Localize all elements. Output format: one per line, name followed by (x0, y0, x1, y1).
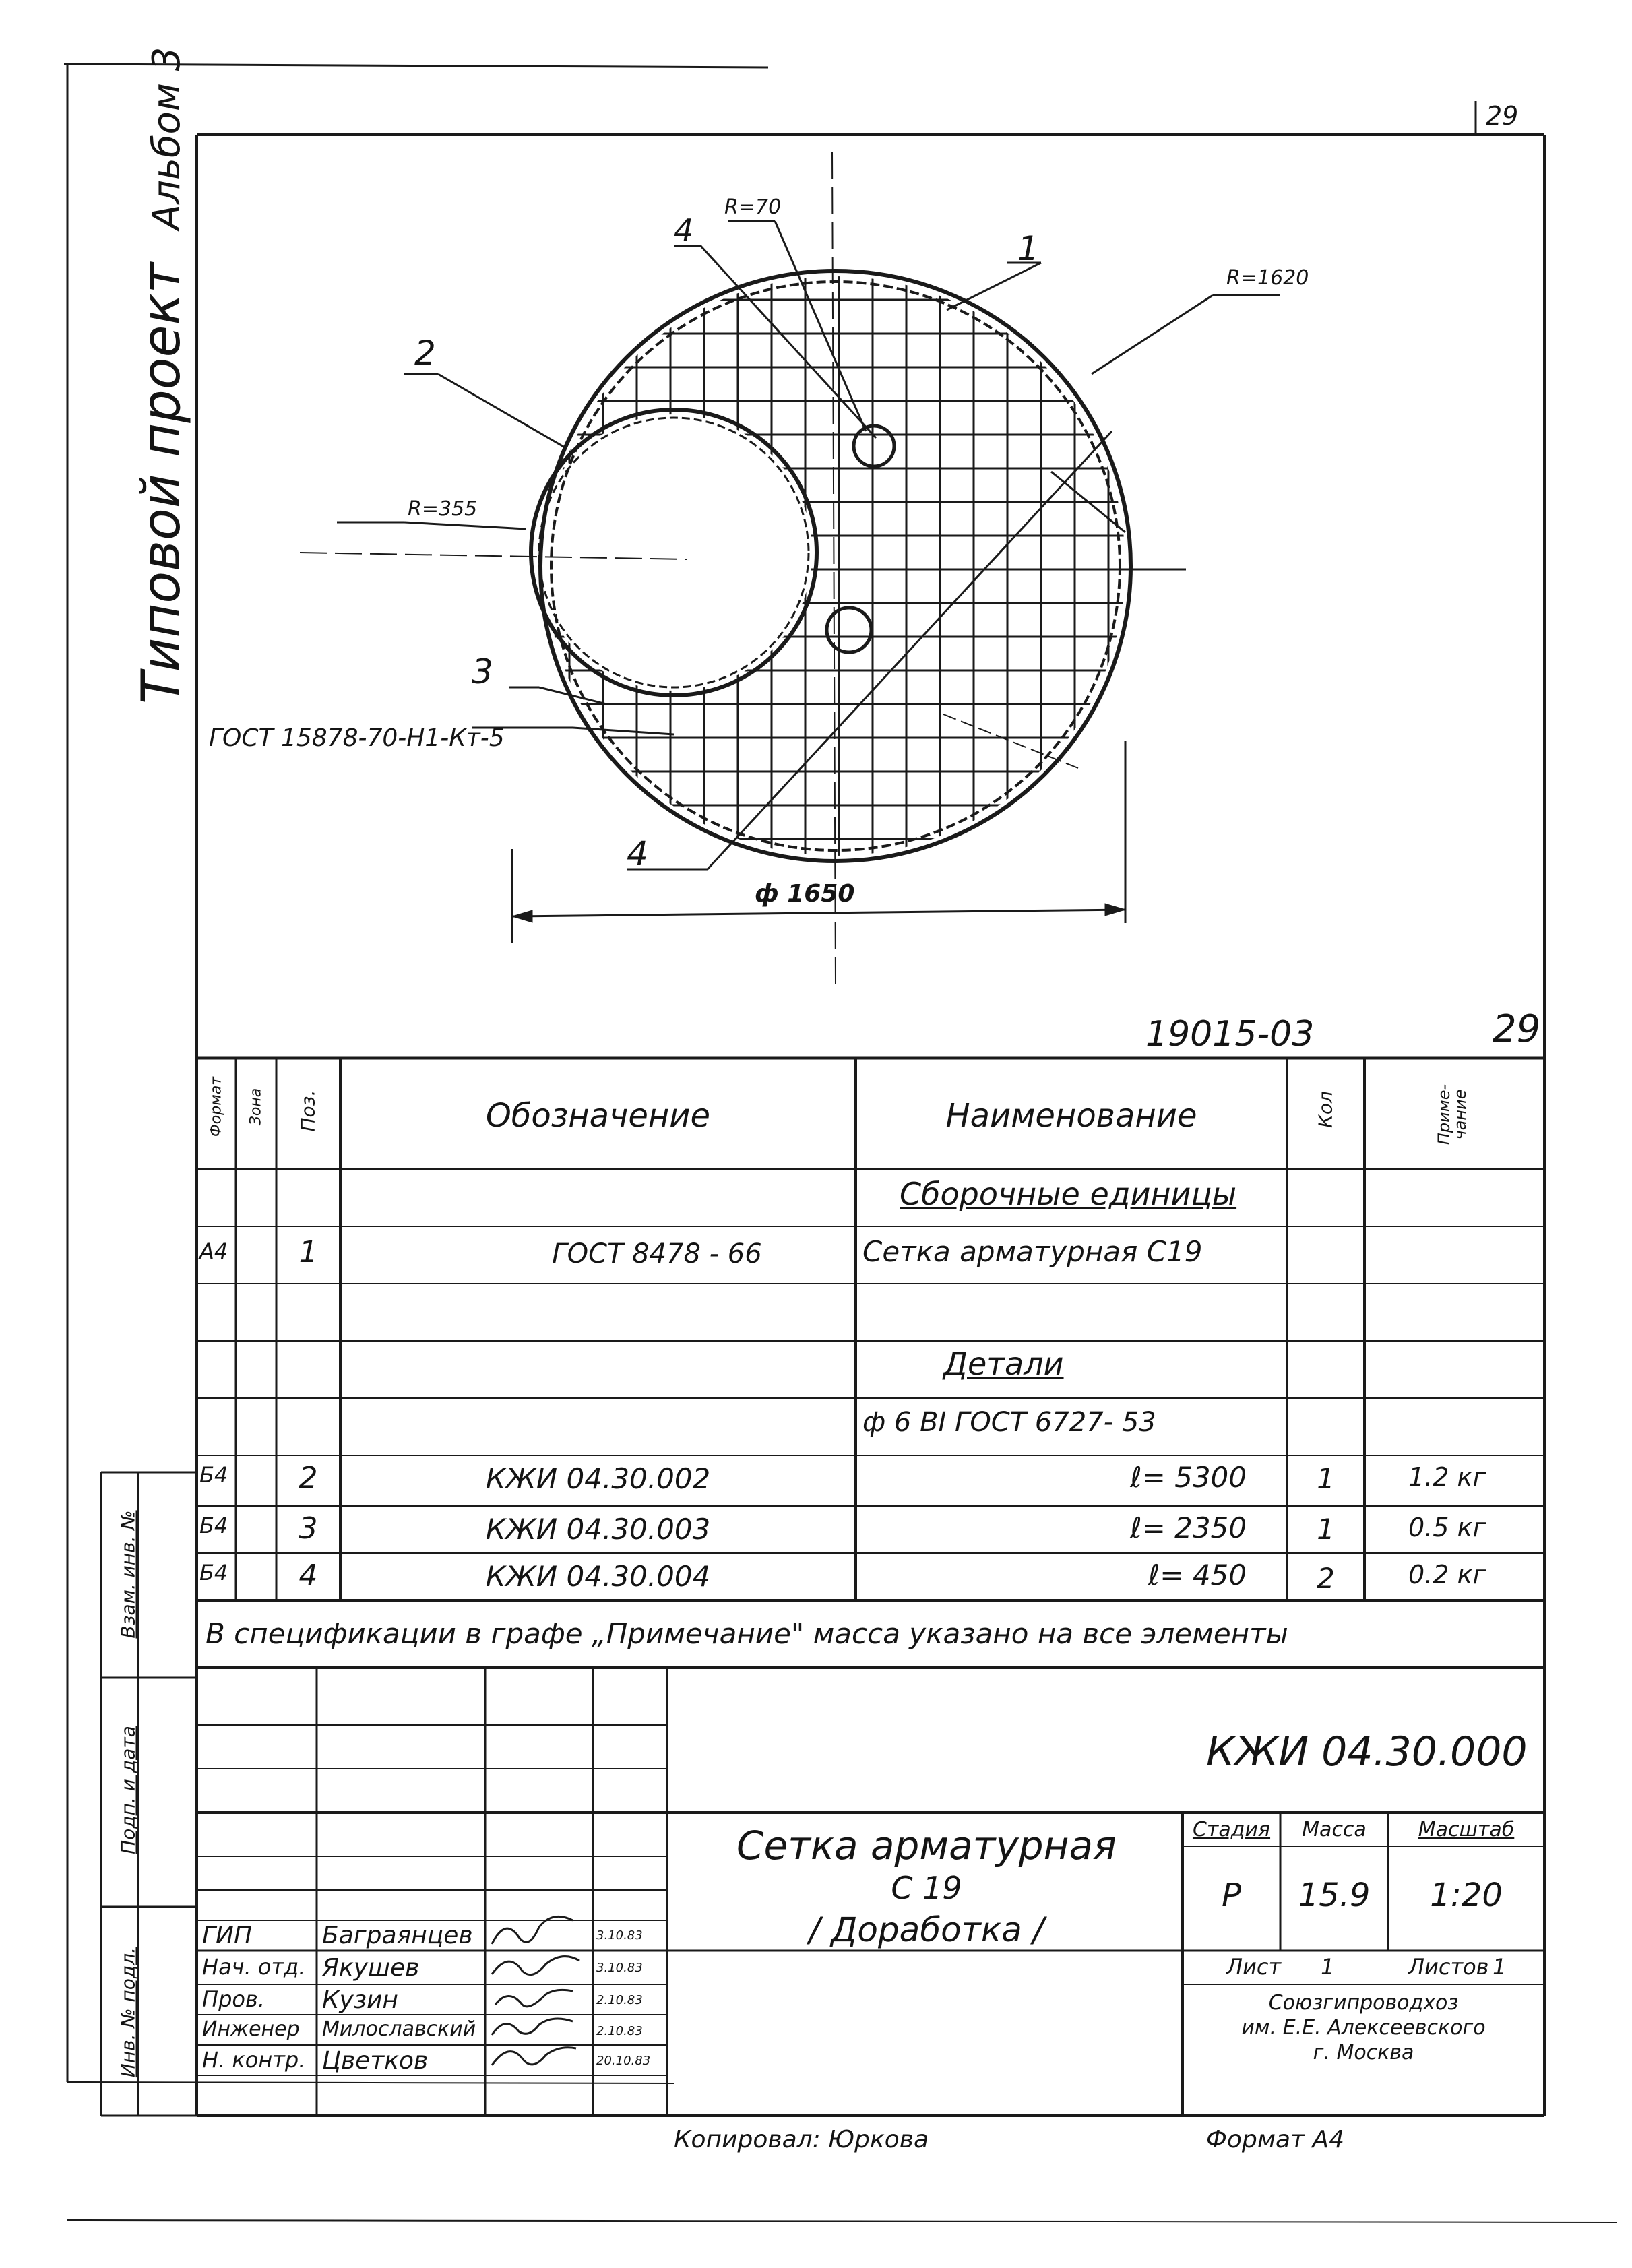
sig-name-2: Кузин (322, 1986, 398, 2014)
row4-format: Б4 (199, 1560, 228, 1585)
row3-length: ℓ= 2350 (1130, 1511, 1247, 1544)
sig-date-2: 2.10.83 (596, 1993, 643, 2007)
row3-note: 0.5 кг (1408, 1513, 1486, 1542)
row2-designation: КЖИ 04.30.002 (485, 1462, 711, 1495)
section-details: Детали (943, 1346, 1064, 1382)
sig-role-4: Н. контр. (202, 2047, 306, 2073)
label-pos-4-bottom: 4 (627, 834, 648, 873)
row4-designation: КЖИ 04.30.004 (485, 1560, 711, 1593)
row4-pos: 4 (299, 1558, 318, 1593)
row3-designation: КЖИ 04.30.003 (485, 1513, 711, 1546)
mass-value: 15.9 (1298, 1877, 1371, 1914)
header-pos: Поз. (296, 1090, 319, 1132)
spec-footnote: В спецификации в графе „Примечание" масса указано на все элементы (206, 1617, 1288, 1650)
side-album-text: Альбом 3 (145, 46, 189, 230)
row3-pos: 3 (299, 1511, 318, 1546)
stage-value: Р (1222, 1877, 1241, 1914)
title-line2: С 19 (891, 1870, 962, 1906)
header-zone: Зона (247, 1088, 265, 1126)
title-line3: / Доработка / (809, 1910, 1044, 1949)
title-line1: Сетка арматурная (736, 1823, 1117, 1868)
org-line1: Союзгипроводхоз (1268, 1991, 1459, 2015)
row4-note: 0.2 кг (1408, 1560, 1486, 1589)
left-sign-date: Подп. и дата (117, 1726, 139, 1854)
scale-value: 1:20 (1430, 1877, 1503, 1914)
row4-length: ℓ= 450 (1148, 1558, 1247, 1592)
label-pos-1: 1 (1017, 229, 1039, 268)
label-pos-4-top: 4 (674, 212, 694, 249)
label-pos-3: 3 (472, 652, 493, 691)
format-note: Формат А4 (1206, 2126, 1345, 2153)
row1-designation: ГОСТ 8478 - 66 (552, 1238, 762, 1269)
sig-role-3: Инженер (202, 2017, 300, 2041)
sig-date-1: 3.10.83 (596, 1961, 643, 1975)
sheets-label: Листов (1408, 1954, 1489, 1980)
label-pos-2: 2 (414, 334, 436, 373)
scale-label: Масштаб (1418, 1818, 1515, 1841)
org-line2: им. Е.Е. Алексеевского (1241, 2016, 1486, 2040)
row3-qty: 1 (1317, 1513, 1335, 1546)
row2-length: ℓ= 5300 (1130, 1461, 1247, 1494)
corner-sheet-number: 29 (1486, 101, 1519, 131)
sig-name-1: Якушев (322, 1954, 420, 1982)
sheets-value: 1 (1493, 1954, 1507, 1980)
side-title (131, 46, 192, 704)
row1-pos: 1 (299, 1235, 318, 1269)
rod-spec: ф 6 ВI ГОСТ 6727- 53 (862, 1407, 1156, 1438)
sig-name-3: Милославский (322, 2017, 476, 2041)
sig-name-4: Цветков (322, 2047, 429, 2075)
left-inv-orig: Взам. инв. № (117, 1510, 139, 1639)
sig-date-3: 2.10.83 (596, 2024, 643, 2038)
sig-role-1: Нач. отд. (202, 1954, 306, 1980)
row1-name: Сетка арматурная С19 (862, 1235, 1203, 1268)
sheet-label: Лист (1226, 1954, 1282, 1980)
row2-note: 1.2 кг (1408, 1462, 1486, 1492)
header-designation: Обозначение (485, 1097, 711, 1135)
label-diameter: ф 1650 (755, 880, 855, 908)
small-hole-top (854, 426, 894, 466)
header-format: Формат (208, 1076, 225, 1137)
mass-label: Масса (1302, 1818, 1367, 1841)
header-name: Наименование (945, 1097, 1197, 1135)
row4-qty: 2 (1317, 1562, 1335, 1595)
label-r-big: R=1620 (1226, 266, 1309, 290)
sig-name-0: Баграянцев (322, 1922, 473, 1949)
row2-format: Б4 (199, 1462, 228, 1488)
row2-qty: 1 (1317, 1462, 1335, 1495)
sig-role-2: Пров. (202, 1986, 265, 2012)
copied-by: Копировал: Юркова (674, 2126, 929, 2153)
header-note: Приме-чание (1435, 1083, 1470, 1145)
stage-label: Стадия (1192, 1818, 1271, 1841)
label-r-small: R=70 (724, 195, 782, 219)
row2-pos: 2 (299, 1461, 318, 1495)
sig-date-4: 20.10.83 (596, 2054, 651, 2068)
designation: КЖИ 04.30.000 (1206, 1728, 1528, 1775)
sheet-number: 29 (1493, 1007, 1541, 1051)
sheet-value: 1 (1321, 1954, 1335, 1980)
sig-date-0: 3.10.83 (596, 1928, 643, 1943)
header-qty: Кол (1314, 1091, 1337, 1128)
project-number: 19015-03 (1145, 1014, 1315, 1054)
label-weld-note: ГОСТ 15878-70-Н1-Кт-5 (209, 724, 505, 752)
left-inv-no: Инв. № подл. (117, 1947, 139, 2078)
side-title-text: Типовой проект (131, 262, 192, 704)
sig-role-0: ГИП (202, 1922, 253, 1949)
signatures-scribbles (485, 1893, 593, 2082)
row3-format: Б4 (199, 1513, 228, 1538)
row1-format: А4 (199, 1238, 228, 1264)
org-line3: г. Москва (1313, 2041, 1414, 2065)
section-assembly: Сборочные единицы (900, 1176, 1237, 1212)
label-r-hole: R=355 (408, 497, 478, 521)
